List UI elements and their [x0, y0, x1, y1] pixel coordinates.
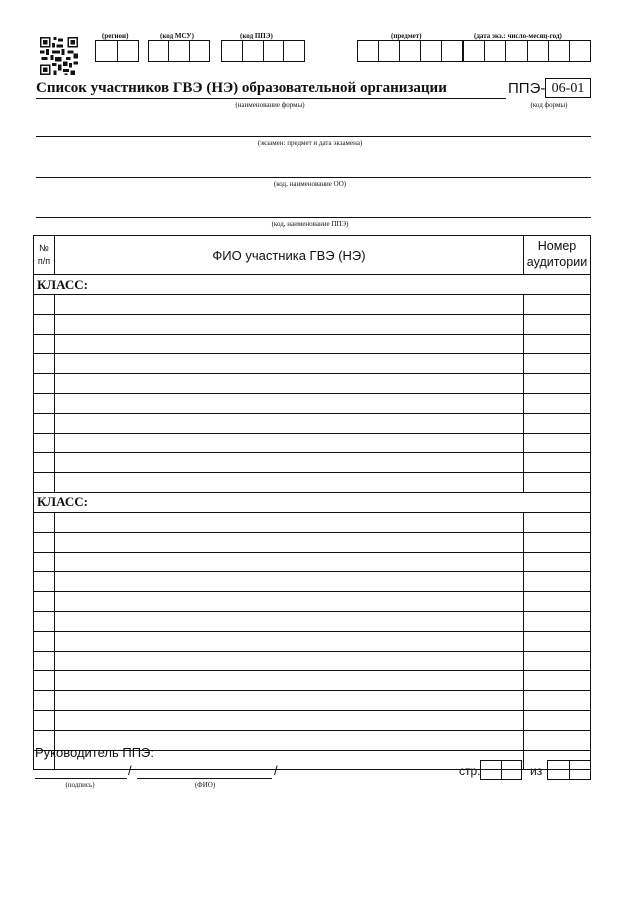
row-number-cell[interactable]: [34, 334, 55, 354]
row-number-cell[interactable]: [34, 354, 55, 374]
auditorium-number-cell[interactable]: [524, 374, 591, 394]
auditorium-number-cell[interactable]: [524, 572, 591, 592]
table-header-row: [34, 236, 591, 275]
row-number-cell[interactable]: [34, 473, 55, 493]
auditorium-number-cell[interactable]: [524, 334, 591, 354]
table-row: [34, 532, 591, 552]
row-number-cell[interactable]: [34, 433, 55, 453]
fio-caption: (ФИО): [194, 781, 216, 789]
auditorium-number-cell[interactable]: [524, 413, 591, 433]
class-group-row: [34, 492, 591, 512]
region-code-field[interactable]: [95, 40, 139, 62]
num-header-line1: №: [39, 242, 49, 253]
row-number-cell[interactable]: [34, 314, 55, 334]
table-row: [34, 473, 591, 493]
table-row: [34, 671, 591, 691]
row-number-cell[interactable]: [34, 691, 55, 711]
auditorium-header-line2: аудитории: [526, 255, 588, 269]
auditorium-number-cell[interactable]: [524, 730, 591, 750]
table-row: [34, 374, 591, 394]
row-number-cell[interactable]: [34, 552, 55, 572]
num-header: [34, 236, 55, 275]
participant-name-cell[interactable]: [55, 691, 524, 711]
participant-name-cell[interactable]: [55, 413, 524, 433]
participant-name-cell[interactable]: [55, 631, 524, 651]
auditorium-number-cell[interactable]: [524, 473, 591, 493]
table-row: [34, 572, 591, 592]
auditorium-number-cell[interactable]: [524, 651, 591, 671]
table-row: [34, 393, 591, 413]
form-code-prefix: ППЭ-: [508, 80, 546, 97]
msu-code-field[interactable]: [148, 40, 210, 62]
participant-name-cell[interactable]: [55, 552, 524, 572]
table-row: [34, 552, 591, 572]
auditorium-number-cell[interactable]: [524, 691, 591, 711]
table-row: [34, 651, 591, 671]
table-row: [34, 295, 591, 315]
row-number-cell[interactable]: [34, 631, 55, 651]
auditorium-number-cell[interactable]: [524, 671, 591, 691]
auditorium-number-cell[interactable]: [524, 552, 591, 572]
row-number-cell[interactable]: [34, 532, 55, 552]
participant-name-cell[interactable]: [55, 314, 524, 334]
row-number-cell[interactable]: [34, 572, 55, 592]
participant-name-cell[interactable]: [55, 572, 524, 592]
participant-name-cell[interactable]: [55, 453, 524, 473]
auditorium-number-cell[interactable]: [524, 433, 591, 453]
row-number-cell[interactable]: [34, 651, 55, 671]
separator-slash-end: /: [274, 763, 278, 778]
qr-code-icon: [40, 37, 78, 75]
participant-name-cell[interactable]: [55, 473, 524, 493]
auditorium-number-cell[interactable]: [524, 314, 591, 334]
auditorium-number-cell[interactable]: [524, 354, 591, 374]
fio-line[interactable]: [137, 778, 272, 779]
auditorium-number-cell[interactable]: [524, 295, 591, 315]
date-caption: (дата экз.: число-месяц-год): [474, 32, 562, 40]
class-label[interactable]: КЛАСС:: [34, 275, 591, 295]
region-caption: (регион): [102, 32, 129, 40]
participant-name-cell[interactable]: [55, 532, 524, 552]
row-number-cell[interactable]: [34, 512, 55, 532]
participant-name-cell[interactable]: [55, 334, 524, 354]
participant-name-cell[interactable]: [55, 393, 524, 413]
form-title: Список участников ГВЭ (НЭ) образовательной организации: [36, 80, 447, 96]
auditorium-number-cell[interactable]: [524, 393, 591, 413]
table-row: [34, 314, 591, 334]
row-number-cell[interactable]: [34, 592, 55, 612]
participant-name-cell[interactable]: [55, 592, 524, 612]
row-number-cell[interactable]: [34, 374, 55, 394]
auditorium-number-cell[interactable]: [524, 592, 591, 612]
participant-name-cell[interactable]: [55, 651, 524, 671]
participant-name-cell[interactable]: [55, 512, 524, 532]
table-row: [34, 453, 591, 473]
class-label[interactable]: КЛАСС:: [34, 492, 591, 512]
table-row: [34, 631, 591, 651]
oo-input-line[interactable]: [36, 177, 591, 178]
participants-table: [33, 235, 591, 770]
ppe-code-field[interactable]: [221, 40, 305, 62]
oo-caption: (код, наименование ОО): [273, 180, 347, 188]
title-underline: [36, 98, 506, 99]
table-row: [34, 592, 591, 612]
form-name-caption: (наименование формы): [235, 101, 305, 109]
row-number-cell[interactable]: [34, 710, 55, 730]
row-number-cell[interactable]: [34, 611, 55, 631]
page-total-field[interactable]: [547, 760, 591, 780]
auditorium-number-cell[interactable]: [524, 532, 591, 552]
auditorium-number-cell[interactable]: [524, 710, 591, 730]
row-number-cell[interactable]: [34, 671, 55, 691]
page-label: стр.: [459, 764, 481, 778]
table-row: [34, 354, 591, 374]
page-number-field[interactable]: [480, 760, 522, 780]
participant-name-cell[interactable]: [55, 295, 524, 315]
ppe-input-line[interactable]: [36, 217, 591, 218]
participant-name-cell[interactable]: [55, 671, 524, 691]
auditorium-number-cell[interactable]: [524, 611, 591, 631]
table-row: [34, 691, 591, 711]
subject-code-field[interactable]: [357, 40, 463, 62]
ppe-name-caption: (код, наименование ППЭ): [271, 220, 349, 228]
auditorium-number-cell[interactable]: [524, 512, 591, 532]
participant-name-cell[interactable]: [55, 433, 524, 453]
subject-caption: (предмет): [391, 32, 422, 40]
ppe-caption: (код ППЭ): [240, 32, 273, 40]
separator-slash: /: [128, 763, 132, 778]
num-header-line2: п/п: [37, 256, 51, 266]
participant-name-cell[interactable]: [55, 374, 524, 394]
table-row: [34, 710, 591, 730]
auditorium-header-line1: Номер: [537, 239, 577, 254]
participant-name-cell[interactable]: [55, 611, 524, 631]
auditorium-number-cell[interactable]: [524, 453, 591, 473]
sign-caption: (подпись): [65, 781, 95, 789]
msu-caption: (код МСУ): [160, 32, 194, 40]
auditorium-header: [524, 236, 591, 275]
row-number-cell[interactable]: [34, 413, 55, 433]
class-group-row: [34, 275, 591, 295]
row-number-cell[interactable]: [34, 453, 55, 473]
head-label: Руководитель ППЭ:: [35, 745, 155, 760]
table-row: [34, 611, 591, 631]
table-row: [34, 433, 591, 453]
row-number-cell[interactable]: [34, 393, 55, 413]
exam-caption: (экзамен: предмет и дата экзамена): [257, 139, 363, 147]
form-code: 06-01: [545, 78, 591, 98]
participant-name-cell[interactable]: [55, 710, 524, 730]
of-label: из: [530, 764, 543, 778]
table-row: [34, 413, 591, 433]
table-row: [34, 512, 591, 532]
table-row: [34, 334, 591, 354]
signature-line[interactable]: [35, 778, 127, 779]
exam-date-field[interactable]: [463, 40, 591, 62]
auditorium-number-cell[interactable]: [524, 631, 591, 651]
row-number-cell[interactable]: [34, 295, 55, 315]
participant-name-cell[interactable]: [55, 354, 524, 374]
form-code-caption: (код формы): [530, 101, 568, 109]
fio-header: ФИО участника ГВЭ (НЭ): [55, 236, 524, 275]
exam-input-line[interactable]: [36, 136, 591, 137]
